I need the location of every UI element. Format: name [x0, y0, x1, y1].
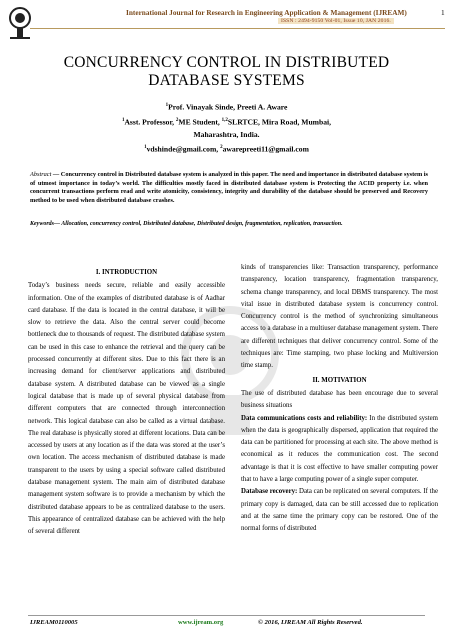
paper-title — [0, 54, 453, 90]
title-line-2: DATABASE SYSTEMS — [148, 72, 305, 89]
database-recovery-label: Database recovery: — [241, 488, 298, 496]
abstract-text: — Concurrency control in Distributed database system is analyzed in this paper. The need and importance in distributed database system is of utmost importance in today’s world. The difficulties mostly faced in distributed database system is Protecting the ACID property i.e. when concurrent transactions perform read and write atomicity, consistency, integrity and durability of the database should be preserved and Recovery method to be used when distributed database crashes. — [30, 171, 428, 205]
affiliation-line: $^1$Asst. Professor, $^2$ME Student, $^{1,2}$SLRTCE, Mira Road, Mumbai, — [121, 117, 332, 127]
left-column — [28, 265, 225, 539]
section-heading-motivation: II. MOTIVATION — [312, 376, 367, 384]
footer-divider — [28, 615, 425, 616]
abstract-label: Abstract — [30, 171, 52, 178]
data-communications-paragraph: Data communications costs and reliability: In the distributed system when the data is geographically dispersed, application that required the data can be partitioned for processing at each site. The above method is economical as it reduces the communication cost. The second advantage is that it is cost effective to have smaller computing power that to have a large computing power of a single super computer. — [241, 414, 438, 484]
author-names: $^1$Prof. Vinayak Sinde, Preeti A. Aware — [165, 102, 288, 112]
database-recovery-paragraph: Database recovery: Data can be replicated on several computers. If the primary copy is damaged, data can be still accessed due to replication and at the same time the primary copy can be restored. One of the normal forms of distributed — [241, 488, 438, 533]
email-line: $^1$vdshinde@gmail.com, $^2$awarepreeti11@gmail.com — [144, 144, 309, 154]
footer-website-link[interactable]: www.ijream.org — [178, 619, 224, 626]
abstract — [30, 171, 428, 206]
transparency-paragraph: kinds of transparencies like: Transaction transparency, performance transparency, location transparency, fragmentation transparency, schema change transparency, and local DBMS transparency. The most vital issue in distributed database system is concurrency control. Concurrency control is the method of synchronizing simultaneous access to a database in a multiuser database management system. There are different techniques that deliver concurrency control. Some of the techniques are: Time stamping, two phase locking and Multiversion time stamp. — [241, 264, 438, 370]
journal-logo-icon — [6, 2, 34, 42]
footer-paper-id: IJREAM0110005 — [30, 619, 78, 626]
right-column — [241, 262, 438, 536]
introduction-paragraph: Today’s business needs secure, reliable and easily accessible information. One of the examples of distributed database is of Aadhar card database. If the data is located in the central database, it will be slow to retrieve the data. Also the central server could become bottleneck due to thousands of request. The distributed database system can be used in this case to enhance the retrieval and the query can be processed concurrently at different sites. Due to this fact there is an increasing demand for client/server applications and distributed database system. A distributed database can be viewed as a single logical database that is made up of several physical database from different computers that are connected through interconnection network. This logical database can also be called as a virtual database. The real database is physically stored at different locations. Data can be accessed by users at any location as if the data was stored at the user’s own location. The access mechanism of distributed database is made transparent to the users by using a special software called distributed database management system. The main aim of distributed database management system software is to provide a mechanism by which the distributed database appears to be as centralized database to the users. This appearance of centralized database can be achieved with the help of several different — [28, 282, 225, 536]
header-divider — [30, 28, 445, 29]
journal-name: International Journal for Research in Engineering Application & Management (IJREAM) — [126, 8, 407, 17]
email-2: awarepreeti11@gmail.com — [222, 144, 309, 154]
email-1: vdshinde@gmail.com, — [146, 144, 221, 154]
footer-copyright: © 2016, IJREAM All Rights Reserved. — [258, 619, 363, 626]
issn-line: ISSN : 2494-9150 Vol-01, Issue 10, JAN 2016. — [278, 18, 394, 24]
affiliation-line-2: Maharashtra, India. — [193, 130, 260, 140]
author-line: Prof. Vinayak Sinde, Preeti A. Aware — [168, 102, 288, 112]
section-heading-introduction: I. INTRODUCTION — [95, 269, 158, 276]
author-block — [0, 99, 453, 156]
motivation-paragraph: The use of distributed database has been encourage due to several business situations — [241, 389, 438, 410]
title-line-1: CONCURRENCY CONTROL IN DISTRIBUTED — [63, 54, 390, 71]
keywords: Keywords— Allocation, concurrency control, Distributed database, Distributed design, fragmentation, replication, transaction. — [30, 221, 343, 227]
page-number: 1 — [441, 8, 445, 17]
data-communications-label: Data communications costs and reliability: — [241, 414, 368, 422]
